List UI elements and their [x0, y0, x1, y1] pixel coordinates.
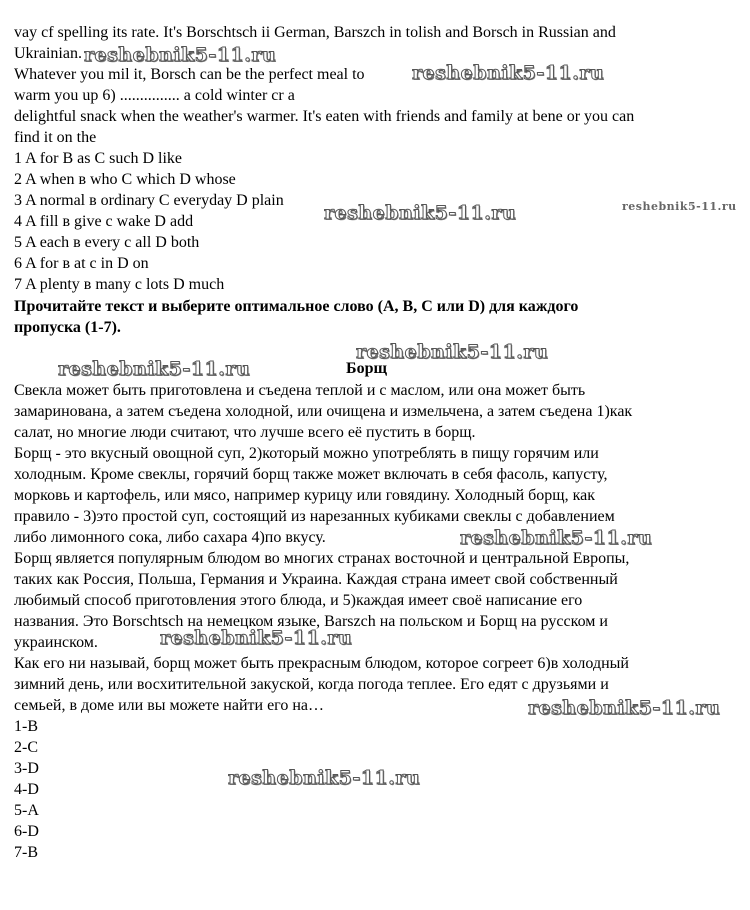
article-line: правило - 3)это простой суп, состоящий из нарезанных кубиками свеклы с добавлением [14, 508, 615, 525]
instruction-line: пропуска (1-7). [14, 319, 121, 336]
watermark: reshebnik5-11.ru [356, 341, 549, 363]
watermark: reshebnik5-11.ru [84, 44, 277, 66]
article-line: холодным. Кроме свеклы, горячий борщ также может включать в себя фасоль, капусту, [14, 466, 608, 483]
watermark: reshebnik5-11.ru [412, 62, 605, 84]
option-line: 3 A normal в ordinary C everyday D plain [14, 192, 284, 209]
watermark: reshebnik5-11.ru [460, 527, 653, 549]
article-line: либо лимонного сока, либо сахара 4)по вкусу. [14, 529, 326, 546]
english-line: warm you up 6) ............... a cold winter cr a [14, 87, 295, 104]
english-line: find it on the [14, 129, 97, 146]
option-line: 2 A when в who C which D whose [14, 171, 236, 188]
option-line: 5 A each в every c all D both [14, 234, 200, 251]
watermark: reshebnik5-11.ru [528, 697, 721, 719]
article-line: Как его ни называй, борщ может быть прекрасным блюдом, которое согреет 6)в холодный [14, 655, 629, 672]
article-line: зимний день, или восхитительной закуской, когда погода теплее. Его едят с друзьями и [14, 676, 609, 693]
article-line: Свекла может быть приготовлена и съедена теплой и с маслом, или она может быть [14, 382, 586, 399]
instruction-line: Прочитайте текст и выберите оптимальное слово (А, В, С или D) для каждого [14, 298, 579, 315]
article-line: любимый способ приготовления этого блюда, и 5)каждая имеет своё написание его [14, 592, 583, 609]
watermark: reshebnik5-11.ru [58, 358, 251, 380]
answer-item: 6-D [14, 823, 39, 840]
article-title: Борщ [346, 360, 387, 377]
answer-item: 3-D [14, 760, 39, 777]
option-line: 1 A for B as C such D like [14, 150, 182, 167]
article-line: морковь и картофель, или мясо, например курицу или говядину. Холодный борщ, как [14, 487, 596, 504]
option-line: 4 A fill в give c wake D add [14, 213, 194, 230]
answer-item: 4-D [14, 781, 39, 798]
option-line: 7 A plenty в many c lots D much [14, 276, 225, 293]
english-line: Ukrainian. [14, 45, 82, 62]
article-line: семьей, в доме или вы можете найти его на… [14, 697, 324, 714]
article-line: Борщ - это вкусный овощной суп, 2)который можно употреблять в пищу горячим или [14, 445, 599, 462]
english-line: delightful snack when the weather's warmer. It's eaten with friends and family at bene or you can [14, 108, 635, 125]
answer-item: 1-B [14, 718, 38, 735]
english-line: Whatever you mil it, Borsch can be the perfect meal to [14, 66, 365, 83]
watermark: reshebnik5-11.ru [622, 200, 737, 213]
article-line: таких как Россия, Польша, Германия и Украина. Каждая страна имеет свой собственный [14, 571, 618, 588]
article-line: Борщ является популярным блюдом во многих странах восточной и центральной Европы, [14, 550, 630, 567]
article-line: замаринована, а затем съедена холодной, или очищена и измельчена, а затем съедена 1)как [14, 403, 633, 420]
watermark: reshebnik5-11.ru [228, 767, 421, 789]
answer-item: 7-B [14, 844, 38, 861]
answer-item: 2-C [14, 739, 38, 756]
watermark: reshebnik5-11.ru [324, 202, 517, 224]
answer-item: 5-A [14, 802, 39, 819]
english-line: vay cf spelling its rate. It's Borschtsch ii German, Barszch in tolish and Borsch in Russian and [14, 24, 616, 41]
article-line: названия. Это Borschtsch на немецком языке, Barszch на польском и Борщ на русском и [14, 613, 608, 630]
option-line: 6 A for в at c in D on [14, 255, 149, 272]
watermark: reshebnik5-11.ru [160, 627, 353, 649]
article-line: салат, но многие люди считают, что лучше всего её пустить в борщ. [14, 424, 476, 441]
article-line: украинском. [14, 634, 98, 651]
